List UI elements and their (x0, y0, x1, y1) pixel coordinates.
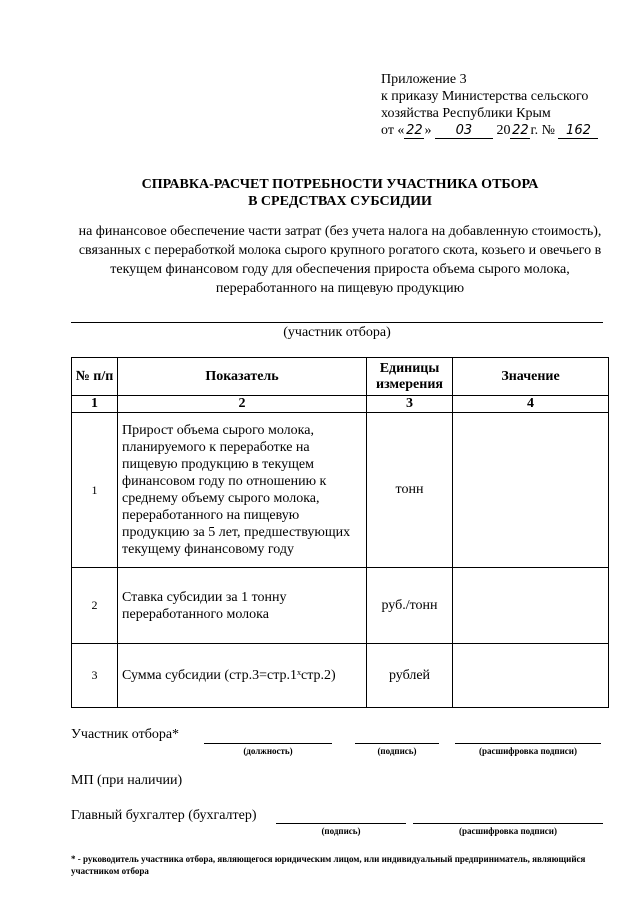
table-row (72, 413, 609, 568)
row-unit: рублей (367, 644, 453, 708)
document-subtitle: на финансовое обеспечение части затрат (без учета налога на добавленную стоимость), связанных с переработкой молока сырого крупного рогатого скота, козьего и овечьего в текущем финансовом году для обеспечения прироста объема сырого молока, переработанного на пищевую продукцию (78, 224, 602, 296)
accountant-label: Главный бухгалтер (бухгалтер) (71, 808, 257, 823)
row-number: 2 (72, 568, 118, 644)
participant-label: Участник отбора* (71, 727, 180, 742)
document-title (60, 176, 620, 210)
header-unit: Единицы измерения (367, 358, 453, 396)
signature-caption: (подпись) (377, 746, 417, 756)
table-row (72, 644, 609, 708)
column-number-1: 1 (72, 396, 118, 413)
column-number-3: 3 (367, 396, 453, 413)
signature-line (355, 743, 439, 744)
appendix-title: Приложение 3 (381, 72, 467, 87)
calculation-table (71, 357, 609, 708)
header-value: Значение (453, 358, 609, 396)
row-indicator: Сумма субсидии (стр.3=стр.1ˣстр.2) (118, 644, 367, 708)
table-column-numbers-row (72, 396, 609, 413)
header-number: № п/п (72, 358, 118, 396)
order-date-line (381, 122, 598, 139)
handwritten-day: 22 (406, 123, 423, 138)
position-line (204, 743, 332, 744)
header-indicator: Показатель (118, 358, 367, 396)
row-unit: руб./тонн (367, 568, 453, 644)
year-end: г. № (530, 123, 555, 138)
participant-underline (71, 322, 603, 323)
position-caption: (должность) (243, 746, 293, 756)
row-value (453, 413, 609, 568)
date-prefix: от « (381, 123, 405, 138)
row-unit: тонн (367, 413, 453, 568)
decoding-line (455, 743, 601, 744)
accountant-signature-caption: (подпись) (321, 826, 361, 836)
table-row (72, 568, 609, 644)
accountant-decoding-line (413, 823, 603, 824)
date-quote: » (424, 123, 432, 138)
row-value (453, 568, 609, 644)
stamp-label: МП (при наличии) (71, 773, 183, 788)
decoding-caption: (расшифровка подписи) (479, 746, 577, 756)
title-line-2: В СРЕДСТВАХ СУБСИДИИ (248, 194, 432, 209)
handwritten-month: 03 (435, 124, 493, 139)
handwritten-year: 22 (512, 123, 529, 138)
row-value (453, 644, 609, 708)
year-prefix: 20 (496, 123, 511, 138)
ministry-name: хозяйства Республики Крым (381, 106, 551, 121)
row-number: 1 (72, 413, 118, 568)
footnote: * - руководитель участника отбора, являющегося юридическим лицом, или индивидуальный предприниматель, являющийся участником отбора (71, 854, 586, 876)
participant-caption: (участник отбора) (283, 325, 391, 340)
row-indicator: Прирост объема сырого молока, планируемого к переработке на пищевую продукцию в текущем финансовом году по отношению к среднему объему сырого молока, переработанного на пищевую продукцию за 5 лет, предшествующих текущему финансовому году (118, 413, 367, 568)
column-number-2: 2 (118, 396, 367, 413)
row-number: 3 (72, 644, 118, 708)
column-number-4: 4 (453, 396, 609, 413)
accountant-signature-line (276, 823, 406, 824)
title-line-1: СПРАВКА-РАСЧЕТ ПОТРЕБНОСТИ УЧАСТНИКА ОТБОРА (141, 177, 539, 192)
table-header-row (72, 358, 609, 396)
appendix-header (381, 71, 598, 139)
accountant-decoding-caption: (расшифровка подписи) (459, 826, 557, 836)
handwritten-order-number: 162 (558, 124, 598, 139)
order-reference: к приказу Министерства сельского (381, 89, 589, 104)
row-indicator: Ставка субсидии за 1 тонну переработанного молока (118, 568, 367, 644)
